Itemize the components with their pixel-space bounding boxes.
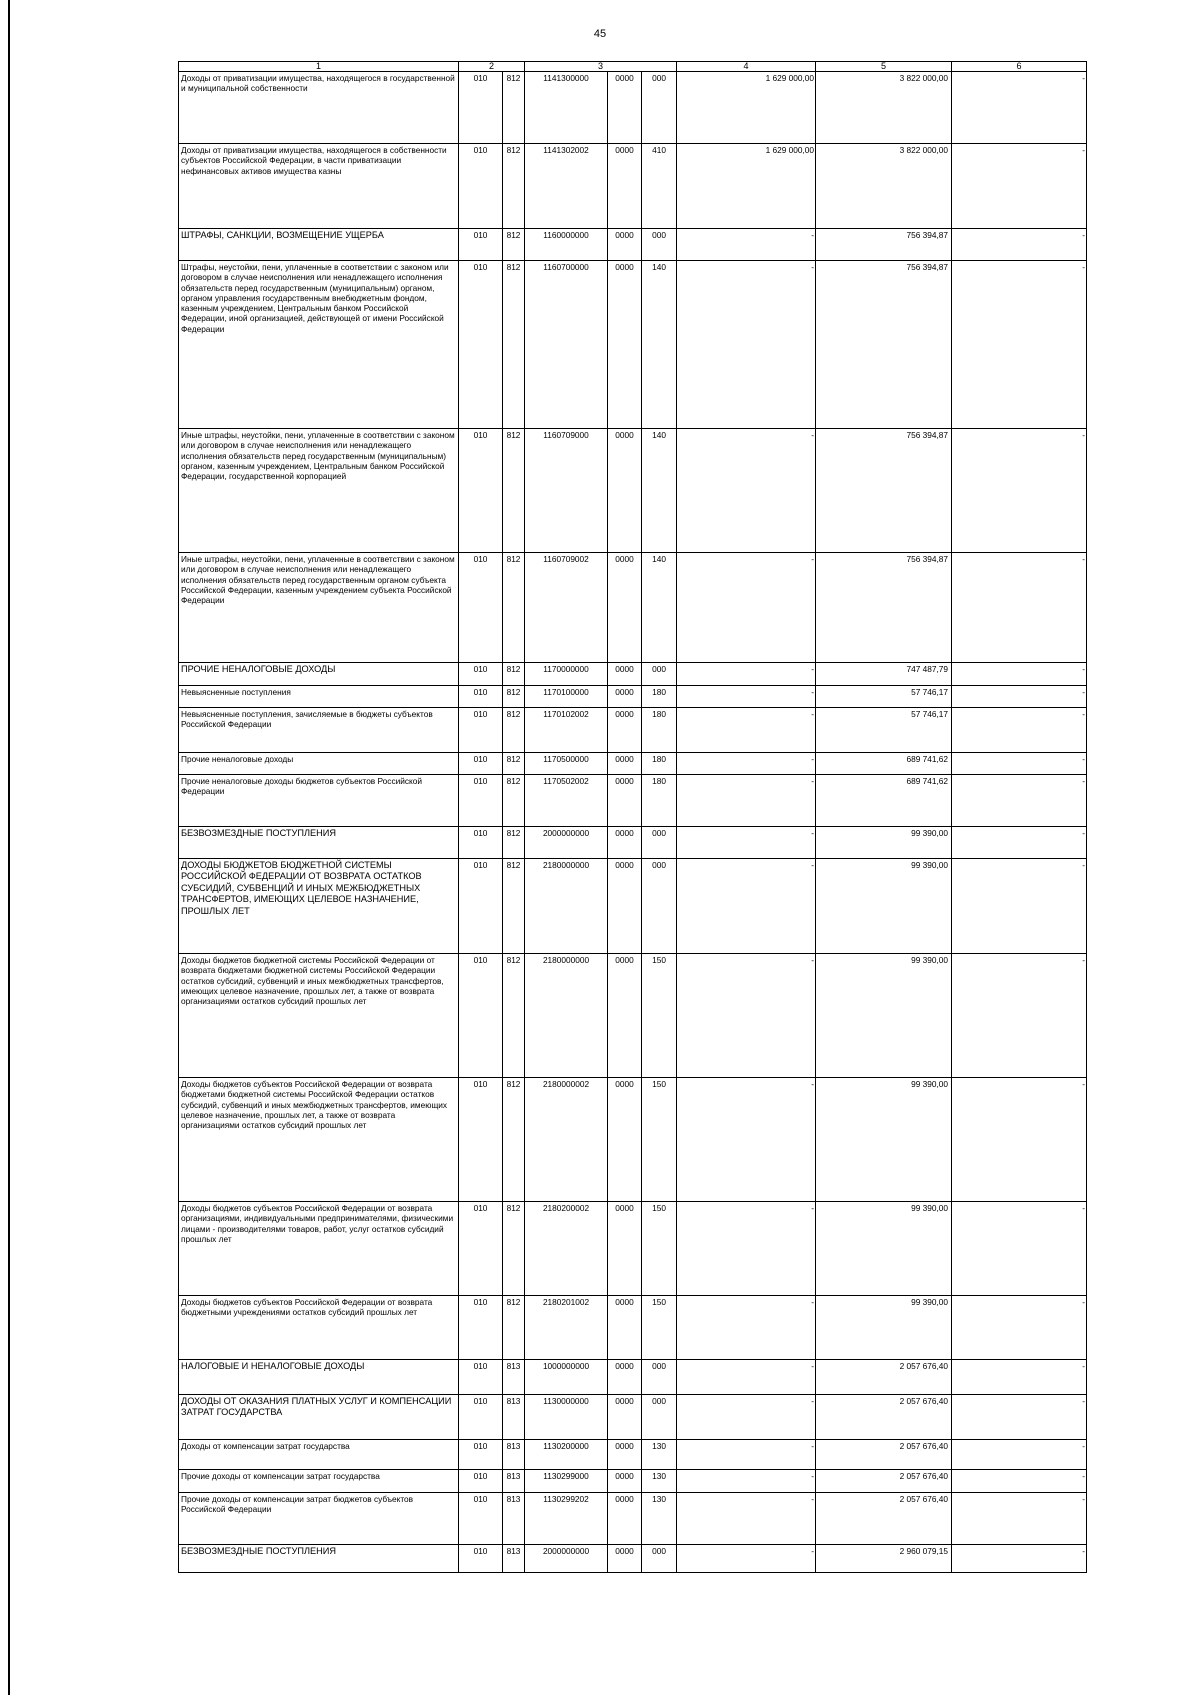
amount-executed: 2 057 676,40 [816,1470,952,1493]
code-chapter: 010 [459,1545,503,1573]
code-admin: 812 [503,775,525,827]
code-chapter: 010 [459,827,503,859]
code-kbk: 1141302002 [525,144,608,229]
table-row [179,553,1087,663]
row-name: БЕЗВОЗМЕЗДНЫЕ ПОСТУПЛЕНИЯ [179,1545,459,1573]
code-admin: 812 [503,553,525,663]
table-row [179,753,1087,775]
amount-plan: - [677,1395,816,1440]
code-program: 0000 [608,1545,642,1573]
table-row [179,859,1087,954]
code-economic: 140 [642,261,677,429]
code-kbk: 1160700000 [525,261,608,429]
code-program: 0000 [608,859,642,954]
code-admin: 813 [503,1395,525,1440]
code-program: 0000 [608,261,642,429]
code-admin: 812 [503,827,525,859]
code-program: 0000 [608,1440,642,1470]
amount-executed: 756 394,87 [816,229,952,261]
table-row [179,1360,1087,1395]
code-admin: 812 [503,1202,525,1296]
code-chapter: 010 [459,753,503,775]
amount-executed: 2 057 676,40 [816,1493,952,1545]
amount-plan: - [677,1440,816,1470]
amount-col6: - [952,429,1087,553]
code-kbk: 2180000000 [525,954,608,1078]
code-program: 0000 [608,753,642,775]
code-kbk: 1160709000 [525,429,608,553]
revenue-report-table [178,61,1087,1573]
amount-executed: 99 390,00 [816,954,952,1078]
code-chapter: 010 [459,1470,503,1493]
code-kbk: 1170102002 [525,708,608,753]
table-row [179,1545,1087,1573]
row-name: ШТРАФЫ, САНКЦИИ, ВОЗМЕЩЕНИЕ УЩЕРБА [179,229,459,261]
code-admin: 812 [503,859,525,954]
amount-executed: 99 390,00 [816,859,952,954]
page-number: 45 [593,28,607,40]
code-chapter: 010 [459,144,503,229]
amount-col6: - [952,859,1087,954]
amount-col6: - [952,1202,1087,1296]
table-row [179,1470,1087,1493]
row-name: Штрафы, неустойки, пени, уплаченные в соответствии с законом или договором в случае неисполнения или ненадлежащего исполнения обязательств перед государственным (муниципальным) органом, органом управления государственным внебюджетным фондом, казенным учреждением, Центральным банком Российской Федерации, иной организацией, действующей от имени Российской Федерации [179,261,459,429]
code-chapter: 010 [459,1493,503,1545]
amount-col6: - [952,72,1087,144]
amount-plan: - [677,1493,816,1545]
amount-plan: - [677,1296,816,1360]
code-kbk: 1170000000 [525,663,608,686]
code-economic: 000 [642,229,677,261]
code-economic: 130 [642,1440,677,1470]
code-economic: 000 [642,72,677,144]
code-economic: 150 [642,1202,677,1296]
code-admin: 812 [503,229,525,261]
code-kbk: 2000000000 [525,827,608,859]
amount-col6: - [952,663,1087,686]
amount-executed: 99 390,00 [816,827,952,859]
amount-executed: 2 057 676,40 [816,1440,952,1470]
column-number-6: 6 [952,62,1087,72]
code-economic: 180 [642,775,677,827]
amount-col6: - [952,686,1087,708]
amount-plan: - [677,708,816,753]
code-chapter: 010 [459,663,503,686]
column-number-2: 2 [459,62,525,72]
code-admin: 812 [503,686,525,708]
row-name: Доходы бюджетов субъектов Российской Федерации от возврата бюджетами бюджетной системы Российской Федерации остатков субсидий, субвенций и иных межбюджетных трансфертов, имеющих целевое назначение, прошлых лет, а также от возврата организациями остатков субсидий прошлых лет [179,1078,459,1202]
code-chapter: 010 [459,1360,503,1395]
amount-executed: 3 822 000,00 [816,72,952,144]
code-kbk: 1130000000 [525,1395,608,1440]
table-row [179,72,1087,144]
amount-plan: - [677,753,816,775]
code-chapter: 010 [459,1202,503,1296]
amount-plan: - [677,954,816,1078]
code-economic: 410 [642,144,677,229]
code-kbk: 2180000002 [525,1078,608,1202]
table-row [179,775,1087,827]
amount-executed: 747 487,79 [816,663,952,686]
row-name: Прочие неналоговые доходы бюджетов субъектов Российской Федерации [179,775,459,827]
amount-plan: - [677,1078,816,1202]
amount-col6: - [952,1440,1087,1470]
amount-executed: 2 960 079,15 [816,1545,952,1573]
row-name: Невыясненные поступления, зачисляемые в бюджеты субъектов Российской Федерации [179,708,459,753]
code-admin: 812 [503,72,525,144]
amount-executed: 99 390,00 [816,1202,952,1296]
table-row [179,429,1087,553]
code-kbk: 1141300000 [525,72,608,144]
row-name: БЕЗВОЗМЕЗДНЫЕ ПОСТУПЛЕНИЯ [179,827,459,859]
amount-col6: - [952,1470,1087,1493]
amount-plan: - [677,1545,816,1573]
code-program: 0000 [608,1470,642,1493]
row-name: НАЛОГОВЫЕ И НЕНАЛОГОВЫЕ ДОХОДЫ [179,1360,459,1395]
amount-col6: - [952,753,1087,775]
code-economic: 150 [642,1078,677,1202]
code-program: 0000 [608,229,642,261]
code-program: 0000 [608,72,642,144]
amount-plan: 1 629 000,00 [677,72,816,144]
page-edge-rule [8,0,10,1695]
table-row [179,686,1087,708]
code-program: 0000 [608,775,642,827]
table-row [179,1202,1087,1296]
table-row [179,1440,1087,1470]
code-chapter: 010 [459,261,503,429]
code-program: 0000 [608,1296,642,1360]
code-admin: 813 [503,1360,525,1395]
amount-col6: - [952,1078,1087,1202]
code-chapter: 010 [459,1296,503,1360]
code-admin: 812 [503,261,525,429]
code-program: 0000 [608,1202,642,1296]
code-admin: 812 [503,1296,525,1360]
code-chapter: 010 [459,686,503,708]
amount-plan: - [677,229,816,261]
code-kbk: 1170100000 [525,686,608,708]
code-economic: 150 [642,954,677,1078]
code-program: 0000 [608,1360,642,1395]
amount-plan: - [677,1360,816,1395]
code-economic: 180 [642,708,677,753]
amount-col6: - [952,1360,1087,1395]
code-admin: 812 [503,954,525,1078]
code-kbk: 1160709002 [525,553,608,663]
amount-executed: 57 746,17 [816,686,952,708]
code-kbk: 2000000000 [525,1545,608,1573]
row-name: Невыясненные поступления [179,686,459,708]
table-row [179,144,1087,229]
table-row [179,229,1087,261]
code-kbk: 2180000000 [525,859,608,954]
code-chapter: 010 [459,229,503,261]
code-kbk: 1130200000 [525,1440,608,1470]
code-economic: 000 [642,827,677,859]
table-row [179,827,1087,859]
amount-plan: - [677,1470,816,1493]
code-admin: 813 [503,1440,525,1470]
amount-executed: 99 390,00 [816,1078,952,1202]
amount-col6: - [952,1493,1087,1545]
row-name: Доходы бюджетов субъектов Российской Федерации от возврата бюджетными учреждениями остатков субсидий прошлых лет [179,1296,459,1360]
column-number-header [179,62,1087,72]
code-kbk: 1160000000 [525,229,608,261]
code-program: 0000 [608,1493,642,1545]
amount-plan: - [677,663,816,686]
amount-col6: - [952,553,1087,663]
table-row [179,663,1087,686]
amount-executed: 99 390,00 [816,1296,952,1360]
code-program: 0000 [608,708,642,753]
code-program: 0000 [608,827,642,859]
code-program: 0000 [608,686,642,708]
table-row [179,708,1087,753]
code-chapter: 010 [459,72,503,144]
amount-col6: - [952,261,1087,429]
amount-executed: 689 741,62 [816,753,952,775]
code-program: 0000 [608,429,642,553]
table-row [179,954,1087,1078]
code-economic: 130 [642,1470,677,1493]
row-name: Доходы бюджетов субъектов Российской Федерации от возврата организациями, индивидуальными предпринимателями, физическими лицами - производителями товаров, работ, услуг остатков субсидий прошлых лет [179,1202,459,1296]
code-admin: 812 [503,753,525,775]
row-name: Иные штрафы, неустойки, пени, уплаченные в соответствии с законом или договором в случае неисполнения или ненадлежащего исполнения обязательств перед государственным органом субъекта Российской Федерации, казенным учреждением субъекта Российской Федерации [179,553,459,663]
revenue-report-table-wrapper [178,61,1086,1585]
row-name: Доходы бюджетов бюджетной системы Российской Федерации от возврата бюджетами бюджетной системы Российской Федерации остатков субсидий, субвенций и иных межбюджетных трансфертов, имеющих целевое назначение, прошлых лет, а также от возврата организациями остатков субсидий прошлых лет [179,954,459,1078]
code-program: 0000 [608,144,642,229]
amount-executed: 57 746,17 [816,708,952,753]
amount-plan: - [677,775,816,827]
code-admin: 812 [503,144,525,229]
code-kbk: 1130299000 [525,1470,608,1493]
code-program: 0000 [608,1078,642,1202]
amount-plan: - [677,429,816,553]
code-program: 0000 [608,663,642,686]
row-name: Прочие доходы от компенсации затрат бюджетов субъектов Российской Федерации [179,1493,459,1545]
code-chapter: 010 [459,1395,503,1440]
amount-executed: 756 394,87 [816,553,952,663]
code-chapter: 010 [459,1078,503,1202]
code-economic: 000 [642,1395,677,1440]
code-admin: 813 [503,1470,525,1493]
code-chapter: 010 [459,553,503,663]
column-number-3: 3 [525,62,677,72]
code-economic: 000 [642,1360,677,1395]
amount-plan: - [677,827,816,859]
row-name: Прочие доходы от компенсации затрат государства [179,1470,459,1493]
code-chapter: 010 [459,954,503,1078]
code-economic: 180 [642,686,677,708]
code-program: 0000 [608,553,642,663]
amount-col6: - [952,1545,1087,1573]
amount-col6: - [952,229,1087,261]
amount-plan: - [677,1202,816,1296]
code-admin: 812 [503,663,525,686]
code-chapter: 010 [459,1440,503,1470]
code-economic: 140 [642,553,677,663]
code-program: 0000 [608,954,642,1078]
code-economic: 180 [642,753,677,775]
amount-plan: - [677,686,816,708]
table-body [179,72,1087,1573]
amount-col6: - [952,827,1087,859]
row-name: Доходы от приватизации имущества, находящегося в собственности субъектов Российской Федерации, в части приватизации нефинансовых активов имущества казны [179,144,459,229]
amount-plan: - [677,261,816,429]
amount-col6: - [952,1395,1087,1440]
amount-executed: 3 822 000,00 [816,144,952,229]
amount-executed: 689 741,62 [816,775,952,827]
amount-executed: 756 394,87 [816,429,952,553]
code-admin: 813 [503,1545,525,1573]
amount-col6: - [952,1296,1087,1360]
code-admin: 812 [503,1078,525,1202]
amount-col6: - [952,954,1087,1078]
row-name: Иные штрафы, неустойки, пени, уплаченные в соответствии с законом или договором в случае неисполнения или ненадлежащего исполнения обязательств перед государственным (муниципальным) органом, казенным учреждением, Центральным банком Российской Федерации, государственной корпорацией [179,429,459,553]
amount-plan: - [677,553,816,663]
code-economic: 000 [642,663,677,686]
code-economic: 000 [642,1545,677,1573]
code-chapter: 010 [459,775,503,827]
row-name: ДОХОДЫ БЮДЖЕТОВ БЮДЖЕТНОЙ СИСТЕМЫ РОССИЙСКОЙ ФЕДЕРАЦИИ ОТ ВОЗВРАТА ОСТАТКОВ СУБСИДИЙ, СУБВЕНЦИЙ И ИНЫХ МЕЖБЮДЖЕТНЫХ ТРАНСФЕРТОВ, ИМЕЮЩИХ ЦЕЛЕВОЕ НАЗНАЧЕНИЕ, ПРОШЛЫХ ЛЕТ [179,859,459,954]
code-kbk: 1000000000 [525,1360,608,1395]
code-kbk: 1170502002 [525,775,608,827]
amount-col6: - [952,708,1087,753]
amount-col6: - [952,775,1087,827]
amount-executed: 756 394,87 [816,261,952,429]
code-chapter: 010 [459,708,503,753]
code-economic: 150 [642,1296,677,1360]
table-row [179,1296,1087,1360]
code-economic: 140 [642,429,677,553]
table-row [179,1493,1087,1545]
row-name: Прочие неналоговые доходы [179,753,459,775]
code-kbk: 2180201002 [525,1296,608,1360]
code-economic: 130 [642,1493,677,1545]
row-name: ПРОЧИЕ НЕНАЛОГОВЫЕ ДОХОДЫ [179,663,459,686]
amount-plan: 1 629 000,00 [677,144,816,229]
code-kbk: 1170500000 [525,753,608,775]
code-program: 0000 [608,1395,642,1440]
column-number-1: 1 [179,62,459,72]
table-row [179,1395,1087,1440]
code-admin: 812 [503,429,525,553]
column-number-4: 4 [677,62,816,72]
code-chapter: 010 [459,429,503,553]
code-admin: 813 [503,1493,525,1545]
amount-executed: 2 057 676,40 [816,1360,952,1395]
amount-plan: - [677,859,816,954]
row-name: ДОХОДЫ ОТ ОКАЗАНИЯ ПЛАТНЫХ УСЛУГ И КОМПЕНСАЦИИ ЗАТРАТ ГОСУДАРСТВА [179,1395,459,1440]
table-row [179,1078,1087,1202]
row-name: Доходы от приватизации имущества, находящегося в государственной и муниципальной собственности [179,72,459,144]
code-chapter: 010 [459,859,503,954]
amount-executed: 2 057 676,40 [816,1395,952,1440]
amount-col6: - [952,144,1087,229]
table-row [179,261,1087,429]
code-kbk: 1130299202 [525,1493,608,1545]
code-kbk: 2180200002 [525,1202,608,1296]
row-name: Доходы от компенсации затрат государства [179,1440,459,1470]
code-admin: 812 [503,708,525,753]
code-economic: 000 [642,859,677,954]
column-number-5: 5 [816,62,952,72]
